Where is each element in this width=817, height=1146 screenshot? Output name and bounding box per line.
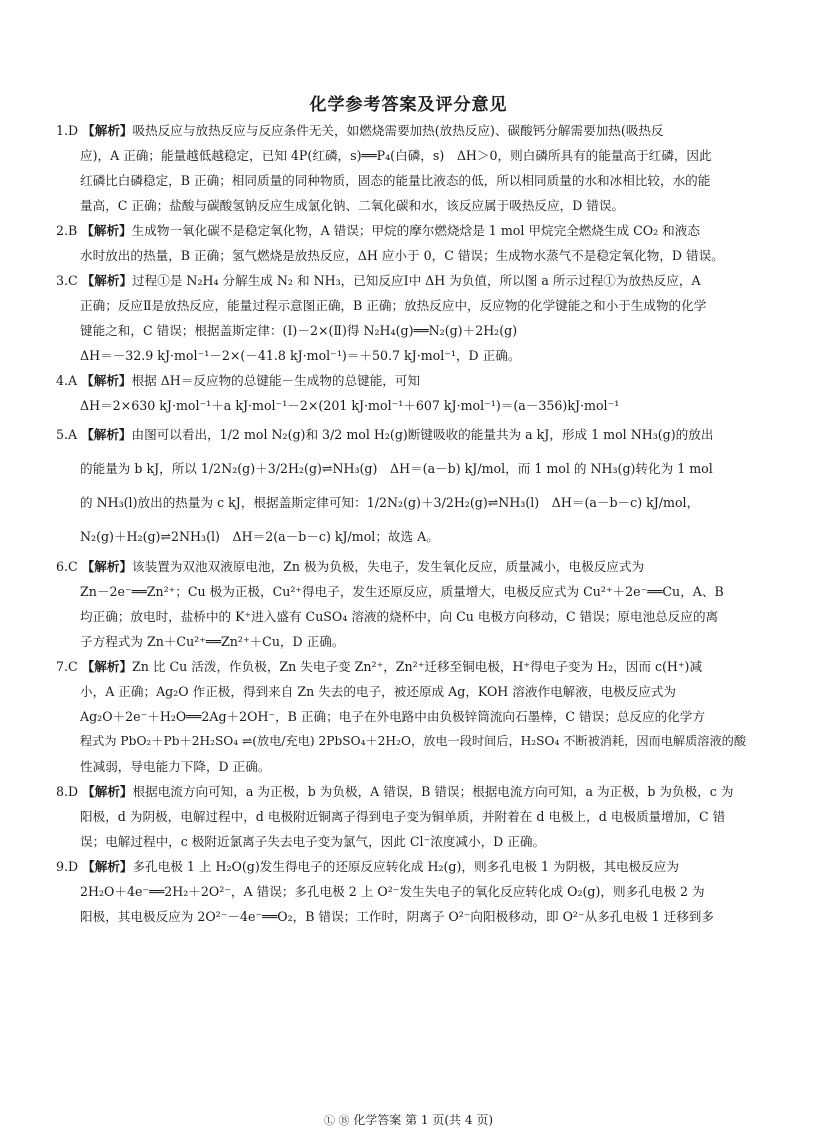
analysis-tag: 【解析】 [81, 223, 132, 238]
analysis-tag: 【解析】 [81, 273, 133, 288]
answer-item [56, 268, 756, 368]
answer-number: 5.A [56, 427, 78, 442]
answer-line [56, 729, 756, 754]
answer-line [56, 418, 756, 452]
answer-line [56, 243, 756, 268]
answer-number: 9.D [56, 859, 79, 874]
analysis-tag: 【解析】 [81, 559, 133, 574]
answer-line [56, 343, 756, 368]
answer-text: 键能之和，C 错误；根据盖斯定律：(Ⅰ)－2×(Ⅱ)得 N₂H₄(g)══N₂(g)＋2H₂(g) [80, 323, 518, 338]
answer-text: 程式为 PbO₂＋Pb＋2H₂SO₄ ⇌(放电/充电) 2PbSO₄＋2H₂O，放电一段时间后，H₂SO₄ 不断被消耗，因而电解质溶液的酸 [80, 734, 747, 748]
answer-line [56, 854, 756, 879]
analysis-tag: 【解析】 [81, 427, 132, 442]
answer-list [56, 118, 756, 929]
publisher-logo: Ⓛ Ⓑ [323, 1114, 350, 1127]
answer-line [56, 679, 756, 704]
answer-text: 阳极，其电极反应为 2O²⁻－4e⁻══O₂，B 错误；工作时，阴离子 O²⁻向阳极移动，即 O²⁻从多孔电极 1 迁移到多 [80, 909, 714, 924]
answer-text: 子方程式为 Zn＋Cu²⁺══Zn²⁺＋Cu，D 正确。 [80, 634, 345, 649]
answer-item [56, 779, 756, 854]
answer-text: 均正确；放电时，盐桥中的 K⁺进入盛有 CuSO₄ 溶液的烧杯中，向 Cu 电极方向移动，C 错误；原电池总反应的离 [80, 609, 719, 624]
answer-item [56, 854, 756, 929]
answer-line [56, 754, 756, 779]
answer-text: 应)，A 正确；能量越低越稳定，已知 4P(红磷，s)══P₄(白磷，s) ΔH＞0，则白磷所具有的能量高于红磷，因此 [80, 148, 712, 163]
analysis-tag: 【解析】 [81, 373, 132, 388]
answer-text: 的 NH₃(l)放出的热量为 c kJ，根据盖斯定律可知：1/2N₂(g)＋3/2H₂(g)⇌NH₃(l) ΔH＝(a－b－c) kJ/mol， [80, 495, 700, 510]
answer-line [56, 829, 756, 854]
answer-item [56, 554, 756, 654]
answer-line [56, 293, 756, 318]
answer-text: 根据 ΔH＝反应物的总键能－生成物的总键能，可知 [131, 373, 421, 388]
page-number-text: 化学答案 第 1 页(共 4 页) [353, 1113, 494, 1127]
answer-text: 多孔电极 1 上 H₂O(g)发生得电子的还原反应转化成 H₂(g)，则多孔电极 1 为阴极，其电极反应为 [132, 859, 679, 874]
answer-number: 1.D [56, 123, 79, 138]
answer-text: 2H₂O＋4e⁻══2H₂＋2O²⁻，A 错误；多孔电极 2 上 O²⁻发生失电子的氧化反应转化成 O₂(g)，则多孔电极 2 为 [80, 884, 705, 899]
answer-number: 8.D [56, 784, 79, 799]
answer-text: Zn－2e⁻══Zn²⁺；Cu 极为正极，Cu²⁺得电子，发生还原反应，质量增大，电极反应式为 Cu²⁺＋2e⁻══Cu，A、B [80, 584, 724, 599]
answer-line [56, 704, 756, 729]
answer-text: 吸热反应与放热反应与反应条件无关，如燃烧需要加热(放热反应)、碳酸钙分解需要加热(吸热反 [132, 123, 664, 138]
answer-item [56, 368, 756, 418]
answer-item [56, 418, 756, 554]
answer-text: 误；电解过程中，c 极附近氯离子失去电子变为氯气，因此 Cl⁻浓度减小，D 正确。 [80, 834, 546, 849]
answer-line [56, 629, 756, 654]
answer-text: Zn 比 Cu 活泼，作负极，Zn 失电子变 Zn²⁺，Zn²⁺迁移至铜电极，H⁺得电子变为 H₂，因而 c(H⁺)减 [132, 659, 703, 674]
answer-line [56, 193, 756, 218]
page-footer [0, 1111, 817, 1128]
answer-text: 根据电流方向可知，a 为正极，b 为负极，A 错误，B 错误；根据电流方向可知，a 为正极，b 为负极，c 为 [132, 784, 734, 799]
answer-line [56, 118, 756, 143]
answer-text: 性减弱，导电能力下降，D 正确。 [80, 759, 271, 774]
answer-line [56, 168, 756, 193]
answer-line [56, 393, 756, 418]
answer-line [56, 654, 756, 679]
answer-text: 正确；反应Ⅱ是放热反应，能量过程示意图正确，B 正确；放热反应中，反应物的化学键能之和小于生成物的化学 [80, 298, 707, 313]
answer-text: 该装置为双池双液原电池，Zn 极为负极，失电子，发生氧化反应，质量减小，电极反应式为 [132, 559, 645, 574]
answer-item [56, 118, 756, 218]
answer-text: N₂(g)＋H₂(g)⇌2NH₃(l) ΔH＝2(a－b－c) kJ/mol；故选 A。 [80, 529, 439, 544]
answer-text: Ag₂O＋2e⁻＋H₂O══2Ag＋2OH⁻，B 正确；电子在外电路中由负极锌筒流向石墨棒，C 错误；总反应的化学方 [80, 709, 705, 724]
answer-line [56, 804, 756, 829]
answer-text: 生成物一氧化碳不是稳定氧化物，A 错误；甲烷的摩尔燃烧焓是 1 mol 甲烷完全燃烧生成 CO₂ 和液态 [131, 223, 700, 238]
answer-line [56, 218, 756, 243]
answer-line [56, 579, 756, 604]
answer-text: 水时放出的热量，B 正确；氢气燃烧是放热反应，ΔH 应小于 0，C 错误；生成物水蒸气不是稳定氧化物，D 错误。 [80, 248, 724, 263]
analysis-tag: 【解析】 [82, 123, 133, 138]
answer-line [56, 554, 756, 579]
analysis-tag: 【解析】 [81, 659, 133, 674]
answer-text: 小，A 正确；Ag₂O 作正极，得到来自 Zn 失去的电子，被还原成 Ag，KOH 溶液作电解液，电极反应式为 [80, 684, 677, 699]
answer-text: 的能量为 b kJ，所以 1/2N₂(g)＋3/2H₂(g)⇌NH₃(g) ΔH＝(a－b) kJ/mol，而 1 mol 的 NH₃(g)转化为 1 mol [80, 461, 713, 476]
answer-text: 过程①是 N₂H₄ 分解生成 N₂ 和 NH₃，已知反应Ⅰ中 ΔH 为负值，所以图 a 所示过程①为放热反应，A [132, 273, 701, 288]
answer-line [56, 486, 756, 520]
answer-number: 4.A [56, 373, 78, 388]
answer-line [56, 452, 756, 486]
answer-text: 由图可以看出，1/2 mol N₂(g)和 3/2 mol H₂(g)断键吸收的能量共为 a kJ，形成 1 mol NH₃(g)的放出 [131, 427, 714, 442]
answer-line [56, 904, 756, 929]
answer-text: 量高，C 正确；盐酸与碳酸氢钠反应生成氯化钠、二氧化碳和水，该反应属于吸热反应，D 错误。 [80, 198, 625, 213]
answer-text: 阳极，d 为阴极，电解过程中，d 电极附近铜离子得到电子变为铜单质，并附着在 d 电极上，d 电极质量增加，C 错 [80, 809, 726, 824]
answer-number: 3.C [56, 273, 78, 288]
answer-text: ΔH＝－32.9 kJ·mol⁻¹－2×(－41.8 kJ·mol⁻¹)＝＋50.7 kJ·mol⁻¹，D 正确。 [80, 348, 521, 363]
answer-line [56, 368, 756, 393]
answer-line [56, 318, 756, 343]
answer-line [56, 604, 756, 629]
page-title: 化学参考答案及评分意见 [309, 95, 508, 115]
answer-line [56, 879, 756, 904]
answer-line [56, 143, 756, 168]
answer-item [56, 218, 756, 268]
answer-item [56, 654, 756, 779]
answer-number: 7.C [56, 659, 78, 674]
analysis-tag: 【解析】 [82, 784, 133, 799]
answer-number: 6.C [56, 559, 78, 574]
answer-line [56, 779, 756, 804]
answer-text: ΔH＝2×630 kJ·mol⁻¹＋a kJ·mol⁻¹－2×(201 kJ·mol⁻¹＋607 kJ·mol⁻¹)＝(a－356)kJ·mol⁻¹ [80, 398, 620, 413]
answer-line [56, 520, 756, 554]
answer-line [56, 268, 756, 293]
answer-number: 2.B [56, 223, 78, 238]
analysis-tag: 【解析】 [82, 859, 133, 874]
answer-text: 红磷比白磷稳定，B 正确；相同质量的同种物质，固态的能量比液态的低，所以相同质量的水和冰相比较，水的能 [80, 173, 711, 188]
